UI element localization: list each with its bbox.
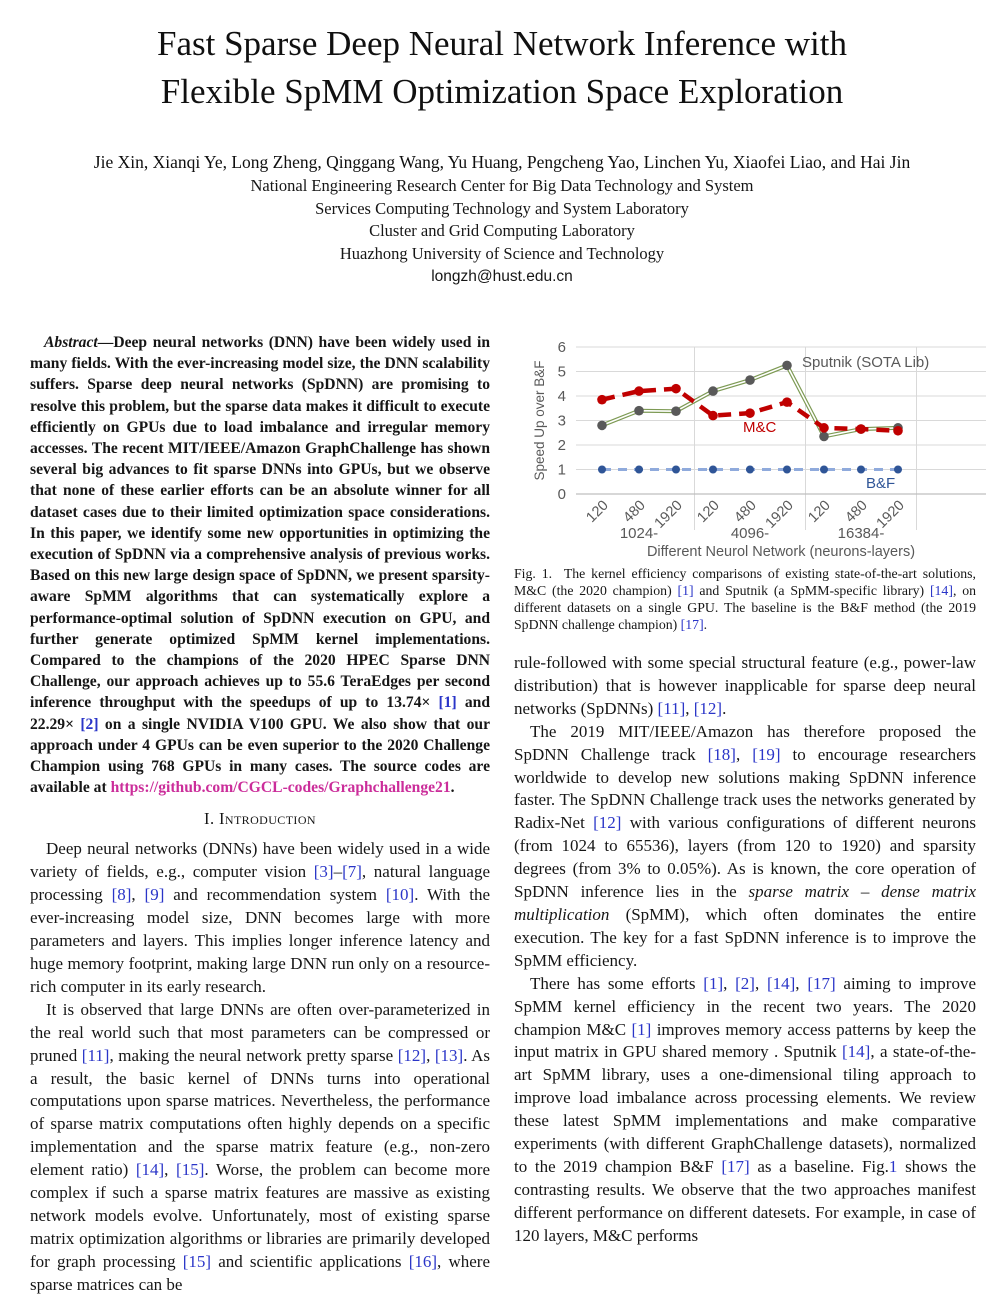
body-paragraph [514, 652, 976, 721]
data-point [782, 397, 792, 407]
text-run: and recommendation system [164, 885, 386, 905]
right-column-text [514, 652, 976, 1248]
data-point [745, 408, 755, 418]
citation-link[interactable]: [15] [182, 1251, 212, 1271]
citation-link[interactable]: [12] [593, 813, 622, 833]
text-run: Deep neural networks (DNNs) have been widely used in a wide variety of fields, e.g., computer vision [30, 839, 490, 882]
text-run: Abstract [44, 334, 98, 351]
data-point [597, 395, 607, 405]
affiliation-line: Services Computing Technology and System Laboratory [315, 198, 689, 218]
text-run: , a state-of-the-art SpMM library, uses a one-dimensional tiling approach to improve load imbalance across processing elements. We review these latest SpMM implementations and make comparative experiments (with different GraphChallenge datasets), normalized to the 2019 champion B&F [514, 1042, 976, 1176]
data-point [634, 406, 644, 416]
affiliation-line: Cluster and Grid Computing Laboratory [369, 221, 635, 240]
citation-link[interactable]: [14] [841, 1042, 871, 1062]
data-point [635, 466, 643, 474]
data-point [709, 466, 717, 474]
svg-text:480: 480 [842, 497, 871, 526]
citation-link[interactable]: [9] [144, 885, 165, 905]
text-run: . [722, 698, 727, 718]
section-heading-introduction: I. Introduction [204, 809, 316, 829]
text-run: , [685, 698, 694, 718]
text-run: sparse matrix – dense matrix multiplication [514, 882, 976, 924]
text-run: , [795, 973, 808, 993]
text-run: . [450, 779, 455, 797]
chart-root [532, 339, 986, 560]
text-run: Fig. 1. The kernel efficiency comparisons of existing state-of-the-art solutions, M&C (the 2020 champion) [514, 566, 976, 598]
citation-link[interactable]: [17] [721, 1156, 750, 1176]
citation-link[interactable]: [11] [81, 1045, 110, 1065]
citation-link[interactable]: [10] [385, 885, 415, 905]
left-column [30, 332, 490, 1297]
svg-text:480: 480 [620, 497, 649, 526]
data-point [783, 466, 791, 474]
series-label: M&C [743, 419, 777, 436]
series-label: Sputnik (SOTA Lib) [802, 354, 930, 371]
figure1-chart-svg [514, 330, 996, 562]
data-point [598, 466, 606, 474]
text-run: —Deep neural networks (DNN) have been widely used in many fields. With the ever-increasing model size, the DNN scalability suffers. Sparse deep neural networks (SpDNN) are promising to resolve this problem, but the sparse data makes it difficult to execute efficiently on GPUs due to load imbalance and irregular memory accesses. The recent MIT/IEEE/Amazon GraphChallenge has shown several big advances to fit sparse DNNs into GPUs, but we observe that none of these earlier efforts can be an absolute winner for all dataset cases due to their limited optimization space considerations. In this paper, we identify some new opportunities in optimizing the execution of SpDNN via a comprehensive analysis of previous works. Based on this new large design space of SpDNN, we present sparsity-aware SpMM algorithms that can systematically explore a performance-optimal solution of SpDNN execution on GPU, and further generate optimized SpMM kernel implementations. Compared to the champions of the 2020 HPEC Sparse DNN Challenge, our approach achieves up to 55.6 TeraEdges per second inference throughput with the speedups of up to 13.74× [30, 334, 490, 712]
text-run: , [754, 973, 767, 993]
data-point [671, 384, 681, 394]
data-point [857, 466, 865, 474]
text-run: shows the contrasting results. We observe that the two approaches manifest different performance on different datesets. For example, in case of 120 layers, M&C performs [514, 1156, 977, 1245]
svg-text:480: 480 [731, 497, 760, 526]
data-point [634, 386, 644, 396]
text-run: aiming to improve SpMM kernel efficiency in the recent two years. The 2020 champion M&C [514, 973, 977, 1039]
data-point [708, 386, 718, 396]
paper-title-line2: Flexible SpMM Optimization Space Exploration [160, 72, 844, 111]
data-point [893, 426, 903, 436]
svg-text:1920: 1920 [873, 497, 908, 532]
citation-link[interactable]: [17] [807, 973, 836, 993]
url-link[interactable]: https://github.com/CGCL-codes/Graphchallenge21 [110, 779, 451, 797]
svg-text:120: 120 [694, 497, 723, 526]
text-run: There has some efforts [530, 973, 704, 993]
text-run: , [164, 1160, 177, 1180]
citation-link[interactable]: [3] [313, 862, 334, 882]
svg-text:1920: 1920 [762, 497, 797, 532]
svg-text:4: 4 [557, 388, 566, 405]
svg-text:Speed Up over B&F: Speed Up over B&F [532, 360, 547, 481]
citation-link[interactable]: [7] [342, 862, 362, 882]
citation-link[interactable]: [1] [703, 973, 724, 993]
text-run: rule-followed with some special structural feature (e.g., power-law distribution) that is however inapplicable for sparse deep neural networks (SpDNNs) [514, 653, 976, 718]
citation-link[interactable]: [19] [752, 744, 781, 764]
text-run: , [735, 744, 753, 764]
svg-text:Different Neurol Network (neur: Different Neurol Network (neurons-layers) [646, 544, 916, 560]
citation-link[interactable]: [16] [408, 1251, 438, 1271]
affiliation-line: National Engineering Research Center for Big Data Technology and System [250, 176, 754, 195]
citation-link[interactable]: [2] [735, 973, 755, 993]
svg-text:1: 1 [557, 461, 566, 479]
citation-link[interactable]: [14] [135, 1160, 165, 1180]
figure-1 [514, 330, 980, 633]
text-run: The 2019 MIT/IEEE/Amazon has therefore proposed the SpDNN Challenge track [514, 721, 976, 764]
data-point [856, 424, 866, 434]
citation-link[interactable]: [18] [707, 744, 736, 764]
citation-link[interactable]: 1 [888, 1156, 898, 1176]
citation-link[interactable]: [14] [766, 973, 796, 993]
text-run: on a single NVIDIA V100 GPU. We also show that our approach under 4 GPUs can be even superior to the 2020 Challenge Champion using 768 GPUs in many cases. The source codes are available at [30, 715, 490, 797]
text-run: . As a result, the basic kernel of DNNs turns into operational computations upon sparse matrices. Nevertheless, the performance of sparse matrix computations often highly depends on a specific implementation and the sparse matrix feature (e.g., non-zero element ratio) [30, 1045, 490, 1180]
svg-text:4096-: 4096- [730, 525, 770, 542]
text-run: . Worse, the problem can become more complex if such a sparse matrix features are massive as existing network models evolve. Unfortunately, most of existing sparse matrix optimization algorithms or libraries are primarily developed for graph processing [30, 1160, 490, 1271]
body-paragraph [514, 973, 976, 1248]
affiliation-line: Huazhong University of Science and Technology [339, 243, 665, 263]
text-run: It is observed that large DNNs are often over-parameterized in the real world such that most parameters can be compressed or pruned [30, 999, 490, 1065]
data-point [672, 466, 680, 474]
data-point [894, 466, 902, 474]
text-run: . [703, 617, 708, 632]
text-run: improves memory access patterns by keep the input matrix in GPU shared memory . Sputnik [514, 1019, 976, 1062]
text-run: (SpMM), which often dominates the entire execution. The key for a fast SpDNN inference is to improve the SpMM efficiency. [514, 904, 976, 970]
svg-text:1920: 1920 [651, 497, 686, 532]
svg-text:2: 2 [557, 437, 566, 454]
intro-paragraph-2 [30, 999, 490, 1297]
data-point [820, 466, 828, 474]
paper-header [0, 0, 1004, 286]
citation-link[interactable]: [15] [176, 1160, 205, 1180]
authors-line: Jie Xin, Xianqi Ye, Long Zheng, Qinggang Wang, Yu Huang, Pengcheng Yao, Linchen Yu, Xiaofei Liao, and Hai Jin [93, 152, 911, 172]
text-run: , on different datasets on a single GPU. The baseline is the B&F method (the 2019 SpDNN challenge champion) [514, 583, 976, 632]
text-run: and Sputnik (a SpMM-specific library) [693, 583, 930, 598]
data-point [819, 423, 829, 433]
paper-title [0, 20, 1004, 116]
data-point [708, 411, 718, 421]
text-run: to encourage researchers worldwide to develop new solutions making SpDNN inference faster. The SpDNN Challenge track uses the networks generated by Radix-Net [514, 744, 976, 833]
citation-link[interactable]: [12] [397, 1045, 427, 1065]
citation-link[interactable]: [14] [929, 583, 953, 598]
citation-link[interactable]: [13] [434, 1045, 464, 1065]
figure1-caption [514, 565, 976, 633]
svg-text:5: 5 [557, 363, 566, 381]
figure1-chart [514, 330, 996, 562]
citation-link[interactable]: [1] [438, 694, 457, 712]
citation-link[interactable]: [17] [680, 617, 704, 632]
text-run: , natural language processing [30, 862, 491, 905]
abstract-paragraph [30, 332, 490, 798]
paper-title-line1: Fast Sparse Deep Neural Network Inference with [156, 24, 848, 63]
citation-link[interactable]: [1] [631, 1019, 652, 1039]
text-run: . With the ever-increasing model size, DNN becomes large with more parameters and layers. This implies longer inference latency and huge memory footprint, making large DNN run only on a resource-rich computer in its early research. [30, 885, 490, 996]
text-run: , where sparse matrices can be [30, 1251, 490, 1294]
affiliations [0, 175, 1004, 265]
svg-text:120: 120 [583, 497, 612, 526]
citation-link[interactable]: [11] [657, 698, 686, 718]
data-point [782, 361, 792, 371]
data-point [819, 432, 829, 442]
citation-link[interactable]: [12] [693, 698, 723, 718]
body-paragraph [514, 721, 976, 973]
text-run: with various configurations of different neurons (from 1024 to 65536), layers (from 120 to 1920) and sparsity degrees (from 3% to 0.05%). As is known, the core operation of SpDNN inference lies in the [514, 813, 976, 902]
svg-text:1024-: 1024- [619, 525, 659, 542]
series-label: B&F [866, 475, 896, 492]
text-run: and scientific applications [211, 1251, 409, 1271]
text-run: , [426, 1045, 435, 1065]
author-email[interactable]: longzh@hust.edu.cn [431, 268, 573, 285]
svg-text:16384-: 16384- [837, 525, 885, 542]
text-run: , [131, 885, 145, 905]
text-run: as a baseline. Fig. [749, 1156, 889, 1176]
data-point [746, 466, 754, 474]
citation-link[interactable]: [8] [111, 885, 132, 905]
citation-link[interactable]: [1] [677, 583, 694, 598]
data-point [671, 406, 681, 416]
intro-paragraph-1 [30, 838, 490, 998]
svg-text:3: 3 [557, 412, 566, 430]
text-run: , [723, 973, 736, 993]
svg-text:6: 6 [557, 339, 566, 356]
svg-text:120: 120 [805, 497, 834, 526]
right-column [514, 330, 980, 1248]
text-run: – [333, 862, 343, 882]
text-run: and 22.29× [30, 694, 490, 733]
svg-text:0: 0 [557, 486, 566, 503]
citation-link[interactable]: [2] [80, 715, 99, 733]
text-run: , making the neural network pretty sparse [109, 1045, 398, 1065]
data-point [597, 421, 607, 431]
data-point [745, 375, 755, 385]
